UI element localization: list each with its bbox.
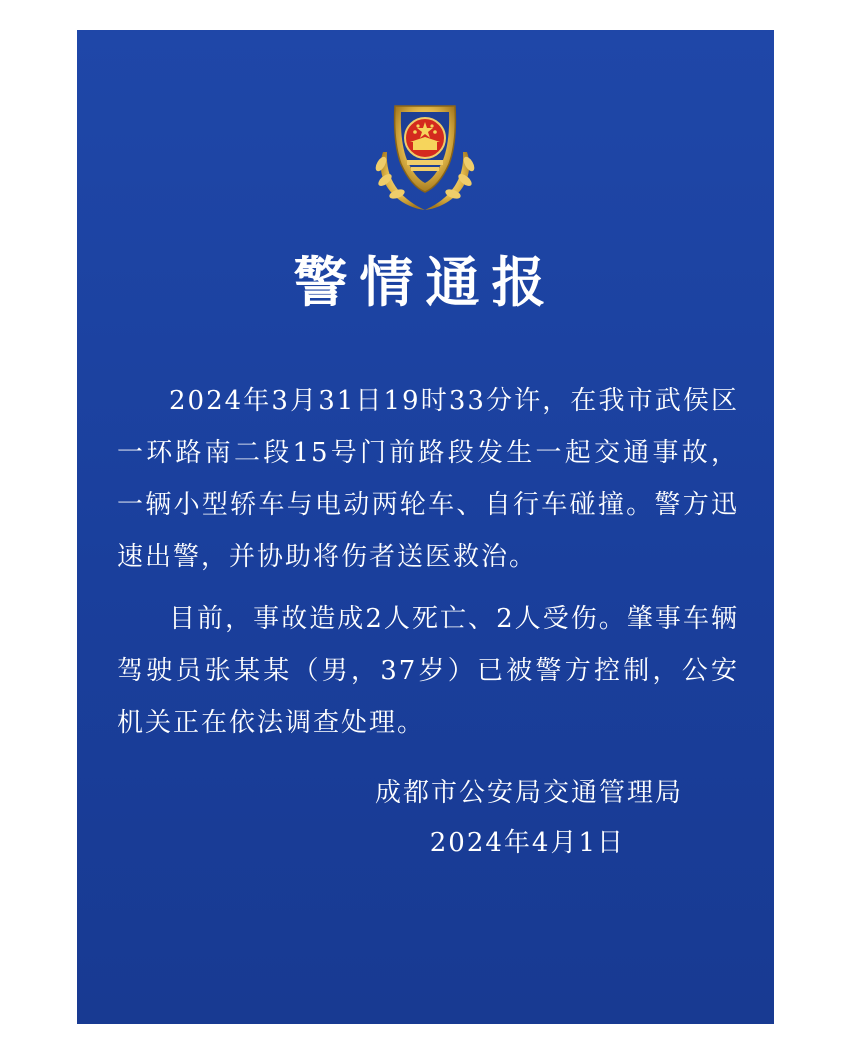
issue-date: 2024年4月1日: [429, 828, 625, 858]
notice-signature: [77, 768, 683, 868]
notice-title: 警情通报: [293, 251, 558, 314]
police-notice-poster: [77, 30, 774, 1024]
notice-paragraph-2: 目前，事故造成2人死亡、2人受伤。肇事车辆驾驶员张某某（男，37岁）已被警方控制，公安机关正在依法调查处理。: [117, 604, 739, 738]
police-emblem-icon: [363, 92, 487, 216]
issuer-name: 成都市公安局交通管理局: [374, 778, 683, 808]
notice-body: [117, 375, 739, 749]
notice-paragraph-1: 2024年3月31日19时33分许，在我市武侯区一环路南二段15号门前路段发生一起交通事故，一辆小型轿车与电动两轮车、自行车碰撞。警方迅速出警，并协助将伤者送医救治。: [117, 386, 739, 572]
